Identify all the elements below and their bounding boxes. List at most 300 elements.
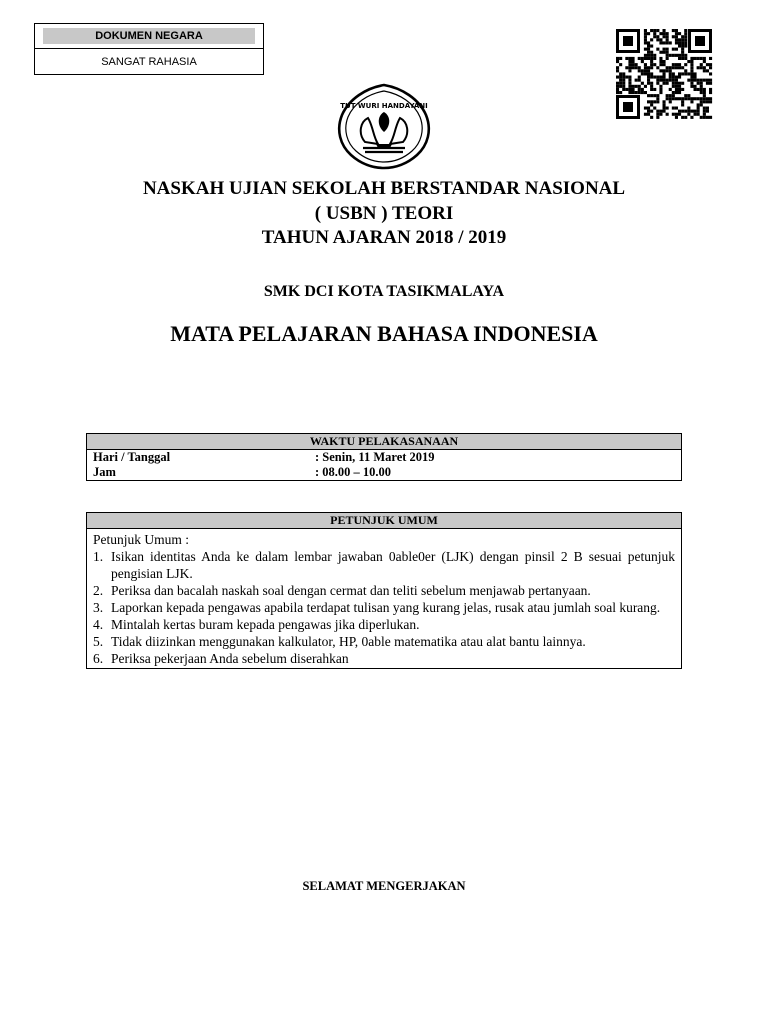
qr-module bbox=[644, 69, 647, 72]
qr-module bbox=[619, 57, 622, 60]
instruction-text: Isikan identitas Anda ke dalam lembar jawaban 0able0er (LJK) dengan pinsil 2 B sesuai petunjuk pengisian LJK. bbox=[111, 549, 675, 581]
qr-module bbox=[706, 100, 709, 103]
qr-module bbox=[697, 88, 700, 91]
qr-module bbox=[666, 32, 669, 35]
qr-module bbox=[647, 32, 650, 35]
instructions-table bbox=[86, 512, 682, 669]
qr-module bbox=[644, 91, 647, 94]
qr-module bbox=[650, 103, 653, 106]
qr-module bbox=[709, 91, 712, 94]
qr-module bbox=[675, 97, 678, 100]
qr-module bbox=[650, 29, 653, 32]
tut-wuri-handayani-logo bbox=[333, 82, 435, 170]
qr-module bbox=[644, 38, 647, 41]
qr-module bbox=[681, 103, 684, 106]
qr-module bbox=[647, 45, 650, 48]
qr-module bbox=[675, 29, 678, 32]
qr-module bbox=[700, 103, 703, 106]
instruction-number: 1. bbox=[93, 549, 104, 564]
instruction-number: 6. bbox=[93, 651, 104, 666]
qr-module bbox=[647, 100, 650, 103]
qr-module bbox=[638, 88, 641, 91]
qr-module bbox=[647, 72, 650, 75]
qr-module bbox=[656, 35, 659, 38]
qr-module bbox=[619, 79, 622, 82]
qr-module bbox=[706, 82, 709, 85]
qr-module bbox=[666, 48, 669, 51]
qr-module bbox=[641, 57, 644, 60]
qr-module bbox=[709, 116, 712, 119]
qr-module bbox=[663, 76, 666, 79]
qr-module bbox=[663, 110, 666, 113]
qr-module bbox=[703, 79, 706, 82]
qr-module bbox=[647, 107, 650, 110]
qr-module bbox=[669, 69, 672, 72]
qr-module bbox=[644, 113, 647, 116]
qr-module bbox=[650, 110, 653, 113]
qr-module bbox=[638, 76, 641, 79]
qr-module bbox=[650, 82, 653, 85]
qr-module bbox=[638, 85, 641, 88]
schedule-row bbox=[87, 450, 681, 465]
qr-module bbox=[622, 85, 625, 88]
qr-module bbox=[647, 76, 650, 79]
qr-module bbox=[628, 60, 631, 63]
qr-module bbox=[672, 107, 675, 110]
qr-module bbox=[684, 29, 687, 32]
qr-module bbox=[678, 32, 681, 35]
qr-module bbox=[641, 82, 644, 85]
qr-module bbox=[653, 76, 656, 79]
qr-module bbox=[632, 88, 635, 91]
qr-module bbox=[659, 91, 662, 94]
qr-module bbox=[644, 32, 647, 35]
instruction-item bbox=[93, 548, 675, 582]
exam-title-line1: NASKAH UJIAN SEKOLAH BERSTANDAR NASIONAL bbox=[142, 178, 626, 199]
qr-module bbox=[656, 100, 659, 103]
qr-module bbox=[659, 57, 662, 60]
qr-module bbox=[700, 85, 703, 88]
exam-title-line3: TAHUN AJARAN 2018 / 2019 bbox=[261, 227, 507, 248]
schedule-label: Hari / Tanggal bbox=[93, 450, 171, 464]
qr-module bbox=[672, 76, 675, 79]
qr-module bbox=[638, 79, 641, 82]
qr-module bbox=[700, 57, 703, 60]
qr-module bbox=[656, 66, 659, 69]
qr-module bbox=[619, 91, 622, 94]
qr-module bbox=[656, 94, 659, 97]
qr-module bbox=[663, 63, 666, 66]
qr-module bbox=[659, 113, 662, 116]
qr-module bbox=[619, 72, 622, 75]
qr-module bbox=[644, 41, 647, 44]
qr-module bbox=[678, 110, 681, 113]
qr-module bbox=[656, 29, 659, 32]
qr-module bbox=[700, 100, 703, 103]
qr-module bbox=[709, 66, 712, 69]
qr-module bbox=[697, 113, 700, 116]
qr-module bbox=[647, 51, 650, 54]
qr-module bbox=[678, 41, 681, 44]
qr-module bbox=[700, 63, 703, 66]
qr-module bbox=[703, 57, 706, 60]
qr-module bbox=[681, 38, 684, 41]
qr-module bbox=[684, 32, 687, 35]
qr-module bbox=[666, 79, 669, 82]
qr-module bbox=[635, 85, 638, 88]
qr-module bbox=[656, 76, 659, 79]
qr-module bbox=[628, 88, 631, 91]
instruction-text: Mintalah kertas buram kepada pengawas jika diperlukan. bbox=[111, 617, 420, 632]
qr-module bbox=[672, 63, 675, 66]
qr-module bbox=[659, 51, 662, 54]
qr-module bbox=[700, 91, 703, 94]
qr-module bbox=[666, 38, 669, 41]
qr-module bbox=[647, 66, 650, 69]
qr-module bbox=[709, 88, 712, 91]
qr-module bbox=[653, 32, 656, 35]
qr-module bbox=[690, 69, 693, 72]
qr-module bbox=[625, 66, 628, 69]
qr-module bbox=[650, 85, 653, 88]
qr-module bbox=[644, 29, 647, 32]
qr-module bbox=[619, 82, 622, 85]
qr-module bbox=[678, 54, 681, 57]
schedule-label: Jam bbox=[93, 465, 116, 479]
instructions-intro: Petunjuk Umum : bbox=[93, 532, 190, 547]
closing-message: SELAMAT MENGERJAKAN bbox=[302, 879, 466, 893]
qr-module bbox=[656, 79, 659, 82]
qr-module bbox=[703, 88, 706, 91]
qr-module bbox=[694, 113, 697, 116]
qr-module bbox=[632, 57, 635, 60]
qr-module bbox=[647, 41, 650, 44]
qr-module bbox=[684, 94, 687, 97]
qr-module bbox=[659, 63, 662, 66]
qr-module bbox=[678, 76, 681, 79]
qr-module bbox=[653, 63, 656, 66]
qr-module bbox=[616, 82, 619, 85]
qr-module bbox=[697, 107, 700, 110]
qr-module bbox=[709, 97, 712, 100]
qr-module bbox=[650, 38, 653, 41]
qr-module bbox=[709, 72, 712, 75]
qr-module bbox=[666, 97, 669, 100]
qr-module bbox=[678, 66, 681, 69]
logo-motto-text: TUT WURI HANDAYANI bbox=[340, 102, 428, 110]
qr-module bbox=[672, 66, 675, 69]
qr-module bbox=[681, 57, 684, 60]
schedule-heading: WAKTU PELAKASANAAN bbox=[87, 434, 681, 450]
qr-module bbox=[700, 88, 703, 91]
qr-module bbox=[647, 94, 650, 97]
qr-module bbox=[678, 82, 681, 85]
qr-module bbox=[647, 57, 650, 60]
schedule-value: : 08.00 – 10.00 bbox=[315, 465, 392, 479]
instruction-text: Tidak diizinkan menggunakan kalkulator, HP, 0able matematika atau alat bantu lainnya. bbox=[111, 634, 586, 649]
qr-module bbox=[703, 91, 706, 94]
qr-module bbox=[632, 63, 635, 66]
qr-module bbox=[666, 57, 669, 60]
qr-module bbox=[635, 63, 638, 66]
qr-module bbox=[687, 60, 690, 63]
qr-module bbox=[650, 54, 653, 57]
qr-module bbox=[659, 38, 662, 41]
qr-module bbox=[678, 88, 681, 91]
qr-module bbox=[666, 51, 669, 54]
qr-module bbox=[681, 116, 684, 119]
qr-module bbox=[616, 66, 619, 69]
qr-module bbox=[687, 110, 690, 113]
qr-module bbox=[650, 94, 653, 97]
qr-module bbox=[675, 113, 678, 116]
qr-module bbox=[647, 110, 650, 113]
instruction-number: 3. bbox=[93, 600, 104, 615]
qr-module bbox=[666, 41, 669, 44]
qr-module bbox=[697, 66, 700, 69]
qr-module bbox=[628, 76, 631, 79]
qr-module bbox=[694, 85, 697, 88]
qr-module bbox=[663, 72, 666, 75]
qr-module bbox=[663, 79, 666, 82]
qr-module bbox=[650, 72, 653, 75]
qr-module bbox=[700, 97, 703, 100]
qr-module bbox=[672, 82, 675, 85]
qr-module bbox=[628, 79, 631, 82]
qr-module bbox=[700, 116, 703, 119]
qr-module bbox=[669, 88, 672, 91]
qr-module bbox=[694, 110, 697, 113]
qr-module bbox=[616, 69, 619, 72]
qr-module bbox=[650, 66, 653, 69]
instruction-item bbox=[93, 616, 675, 633]
qr-module bbox=[659, 110, 662, 113]
qr-module bbox=[659, 69, 662, 72]
qr-module bbox=[663, 51, 666, 54]
qr-module bbox=[622, 76, 625, 79]
qr-module bbox=[659, 85, 662, 88]
qr-module bbox=[641, 69, 644, 72]
qr-module bbox=[641, 88, 644, 91]
qr-module bbox=[684, 45, 687, 48]
qr-module bbox=[706, 79, 709, 82]
qr-module bbox=[690, 66, 693, 69]
qr-code-icon bbox=[614, 27, 714, 121]
qr-module bbox=[653, 57, 656, 60]
qr-module bbox=[653, 100, 656, 103]
qr-module bbox=[650, 116, 653, 119]
qr-module bbox=[666, 35, 669, 38]
qr-module bbox=[694, 76, 697, 79]
instruction-item bbox=[93, 650, 675, 667]
qr-module bbox=[672, 35, 675, 38]
qr-module bbox=[650, 76, 653, 79]
qr-module bbox=[659, 76, 662, 79]
qr-module bbox=[644, 35, 647, 38]
qr-module bbox=[656, 82, 659, 85]
qr-module bbox=[703, 94, 706, 97]
qr-module bbox=[669, 76, 672, 79]
qr-module bbox=[647, 82, 650, 85]
qr-module bbox=[669, 54, 672, 57]
qr-module bbox=[675, 116, 678, 119]
qr-module bbox=[638, 69, 641, 72]
qr-module bbox=[690, 116, 693, 119]
qr-module bbox=[703, 60, 706, 63]
qr-module bbox=[700, 66, 703, 69]
classification-stamp bbox=[34, 23, 264, 75]
qr-module bbox=[672, 94, 675, 97]
qr-module bbox=[616, 57, 619, 60]
qr-module bbox=[681, 88, 684, 91]
qr-module bbox=[675, 48, 678, 51]
qr-module bbox=[703, 69, 706, 72]
qr-module bbox=[644, 63, 647, 66]
qr-module bbox=[684, 72, 687, 75]
qr-module bbox=[703, 116, 706, 119]
qr-module bbox=[666, 113, 669, 116]
qr-module bbox=[619, 85, 622, 88]
qr-module bbox=[687, 94, 690, 97]
qr-module bbox=[678, 57, 681, 60]
qr-module bbox=[681, 97, 684, 100]
qr-module bbox=[672, 54, 675, 57]
qr-module bbox=[656, 48, 659, 51]
qr-module bbox=[663, 48, 666, 51]
qr-module bbox=[675, 32, 678, 35]
qr-module bbox=[687, 97, 690, 100]
qr-module bbox=[694, 88, 697, 91]
qr-module bbox=[678, 97, 681, 100]
qr-module bbox=[684, 97, 687, 100]
qr-module bbox=[616, 85, 619, 88]
qr-module bbox=[675, 66, 678, 69]
qr-module bbox=[628, 82, 631, 85]
qr-module bbox=[672, 29, 675, 32]
qr-module bbox=[703, 66, 706, 69]
qr-module bbox=[690, 110, 693, 113]
qr-module bbox=[656, 38, 659, 41]
qr-module bbox=[684, 116, 687, 119]
qr-module bbox=[706, 69, 709, 72]
qr-module bbox=[632, 91, 635, 94]
qr-module bbox=[684, 41, 687, 44]
qr-module bbox=[694, 97, 697, 100]
qr-module bbox=[666, 107, 669, 110]
qr-module bbox=[700, 79, 703, 82]
exam-title-line2: ( USBN ) TEORI bbox=[314, 203, 454, 224]
instruction-text: Periksa pekerjaan Anda sebelum diserahkan bbox=[111, 651, 349, 666]
instruction-number: 2. bbox=[93, 583, 104, 598]
qr-module bbox=[687, 72, 690, 75]
qr-module bbox=[675, 85, 678, 88]
qr-module bbox=[681, 48, 684, 51]
qr-module bbox=[647, 113, 650, 116]
qr-module bbox=[656, 113, 659, 116]
qr-module bbox=[641, 91, 644, 94]
qr-module bbox=[650, 51, 653, 54]
subject-title: MATA PELAJARAN BAHASA INDONESIA bbox=[170, 321, 598, 346]
qr-module bbox=[675, 54, 678, 57]
qr-module bbox=[628, 85, 631, 88]
qr-module bbox=[641, 60, 644, 63]
qr-module bbox=[663, 32, 666, 35]
qr-module bbox=[663, 82, 666, 85]
qr-module bbox=[709, 82, 712, 85]
qr-module bbox=[653, 107, 656, 110]
qr-module bbox=[675, 79, 678, 82]
qr-module bbox=[669, 41, 672, 44]
qr-module bbox=[625, 88, 628, 91]
schedule-table bbox=[86, 433, 682, 481]
qr-module bbox=[625, 76, 628, 79]
qr-module bbox=[663, 35, 666, 38]
stamp-top-label: DOKUMEN NEGARA bbox=[43, 28, 255, 44]
qr-module bbox=[675, 35, 678, 38]
qr-module bbox=[690, 97, 693, 100]
qr-module bbox=[687, 79, 690, 82]
qr-module bbox=[697, 110, 700, 113]
instruction-number: 5. bbox=[93, 634, 104, 649]
qr-module bbox=[644, 72, 647, 75]
qr-module bbox=[678, 63, 681, 66]
qr-module bbox=[650, 100, 653, 103]
qr-module bbox=[653, 88, 656, 91]
qr-module bbox=[622, 79, 625, 82]
qr-module bbox=[616, 91, 619, 94]
qr-module bbox=[681, 35, 684, 38]
qr-module bbox=[663, 100, 666, 103]
instruction-text: Laporkan kepada pengawas apabila terdapat tulisan yang kurang jelas, rusak atau jumlah soal kurang. bbox=[111, 600, 661, 615]
qr-module bbox=[694, 57, 697, 60]
qr-module bbox=[675, 38, 678, 41]
qr-module bbox=[694, 72, 697, 75]
qr-module bbox=[703, 110, 706, 113]
qr-module bbox=[672, 48, 675, 51]
instructions-heading: PETUNJUK UMUM bbox=[87, 513, 681, 529]
qr-module bbox=[616, 88, 619, 91]
qr-module bbox=[690, 85, 693, 88]
qr-module bbox=[659, 32, 662, 35]
qr-module bbox=[697, 79, 700, 82]
qr-module bbox=[697, 57, 700, 60]
qr-module bbox=[619, 76, 622, 79]
qr-module bbox=[659, 41, 662, 44]
qr-module bbox=[678, 85, 681, 88]
qr-module bbox=[706, 107, 709, 110]
qr-module bbox=[669, 97, 672, 100]
qr-module bbox=[697, 103, 700, 106]
school-name: SMK DCI KOTA TASIKMALAYA bbox=[263, 283, 505, 300]
qr-module bbox=[672, 97, 675, 100]
qr-module bbox=[709, 100, 712, 103]
qr-module bbox=[625, 57, 628, 60]
qr-module bbox=[644, 48, 647, 51]
qr-module bbox=[635, 66, 638, 69]
qr-module bbox=[684, 63, 687, 66]
qr-module bbox=[675, 82, 678, 85]
qr-module bbox=[644, 57, 647, 60]
qr-module bbox=[666, 54, 669, 57]
qr-module bbox=[706, 116, 709, 119]
qr-module bbox=[690, 72, 693, 75]
qr-module bbox=[656, 97, 659, 100]
qr-module bbox=[675, 107, 678, 110]
qr-module bbox=[663, 103, 666, 106]
qr-module bbox=[656, 110, 659, 113]
qr-module bbox=[644, 54, 647, 57]
qr-module bbox=[709, 57, 712, 60]
